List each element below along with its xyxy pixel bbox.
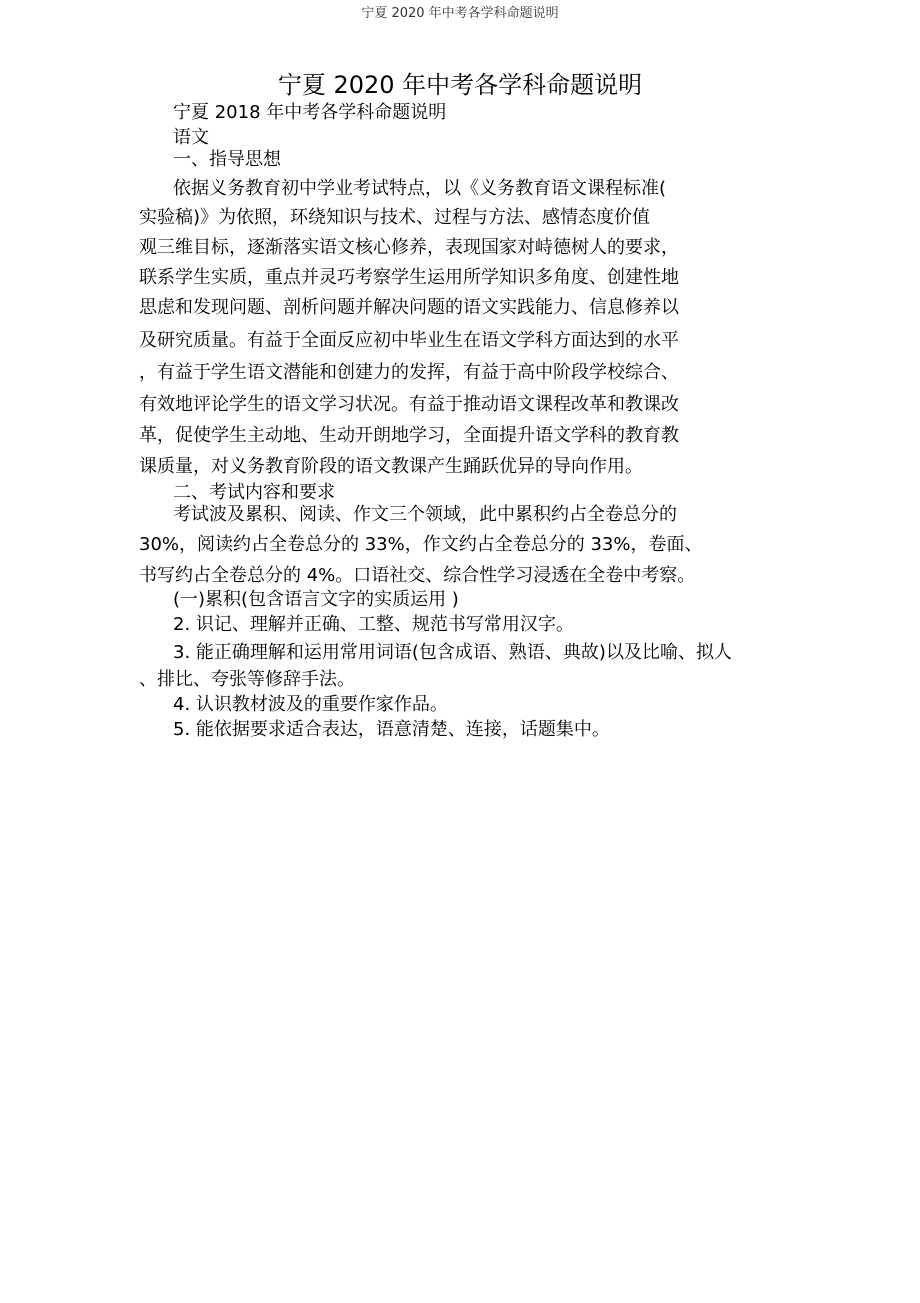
list-item: 4. 认识教材波及的重要作家作品。 (173, 694, 448, 715)
paragraph-line: 30%，阅读约占全卷总分的 33%，作文约占全卷总分的 33%，卷面、 (139, 534, 703, 555)
document-title: 宁夏 2020 年中考各学科命题说明 (277, 71, 643, 99)
subtitle: 宁夏 2018 年中考各学科命题说明 (173, 102, 447, 123)
paragraph-line: 革，促使学生主动地、生动开朗地学习，全面提升语文学科的教育教 (139, 425, 679, 446)
paragraph-line: 实验稿)》为依照，环绕知识与技术、过程与方法、感情态度价值 (139, 207, 651, 228)
paragraph-line: 书写约占全卷总分的 4%。口语社交、综合性学习浸透在全卷中考察。 (139, 565, 696, 586)
paragraph-line: ，有益于学生语文潜能和创建力的发挥，有益于高中阶段学校综合、 (139, 362, 679, 383)
section-heading-exam-content: 二、考试内容和要求 (173, 482, 335, 503)
running-header: 宁夏 2020 年中考各学科命题说明 (361, 6, 559, 21)
subject-heading: 语文 (173, 127, 209, 148)
list-item: 5. 能依据要求适合表达，语意清楚、连接，话题集中。 (173, 719, 610, 740)
paragraph-line: 联系学生实质，重点并灵巧考察学生运用所学知识多角度、创建性地 (139, 267, 679, 288)
list-item-continuation: 、排比、夸张等修辞手法。 (139, 669, 355, 690)
paragraph-line: 考试波及累积、阅读、作文三个领域，此中累积约占全卷总分的 (173, 504, 677, 525)
list-item: 3. 能正确理解和运用常用词语(包含成语、熟语、典故)以及比喻、拟人 (173, 642, 732, 663)
paragraph-line: 有效地评论学生的语文学习状况。有益于推动语文课程改革和教课改 (139, 394, 679, 415)
paragraph-line: 课质量，对义务教育阶段的语文教课产生踊跃优异的导向作用。 (139, 456, 643, 477)
paragraph-line: 依据义务教育初中学业考试特点，以《义务教育语文课程标准( (173, 178, 667, 199)
subsection-heading: (一)累积(包含语言文字的实质运用 ) (173, 589, 459, 610)
paragraph-line: 观三维目标，逐渐落实语文核心修养，表现国家对峙德树人的要求， (139, 237, 679, 258)
paragraph-line: 思虑和发现问题、剖析问题并解决问题的语文实践能力、信息修养以 (139, 297, 679, 318)
section-heading-guiding-ideology: 一、指导思想 (173, 149, 281, 170)
paragraph-line: 及研究质量。有益于全面反应初中毕业生在语文学科方面达到的水平 (139, 330, 679, 351)
list-item: 2. 识记、理解并正确、工整、规范书写常用汉字。 (173, 614, 574, 635)
